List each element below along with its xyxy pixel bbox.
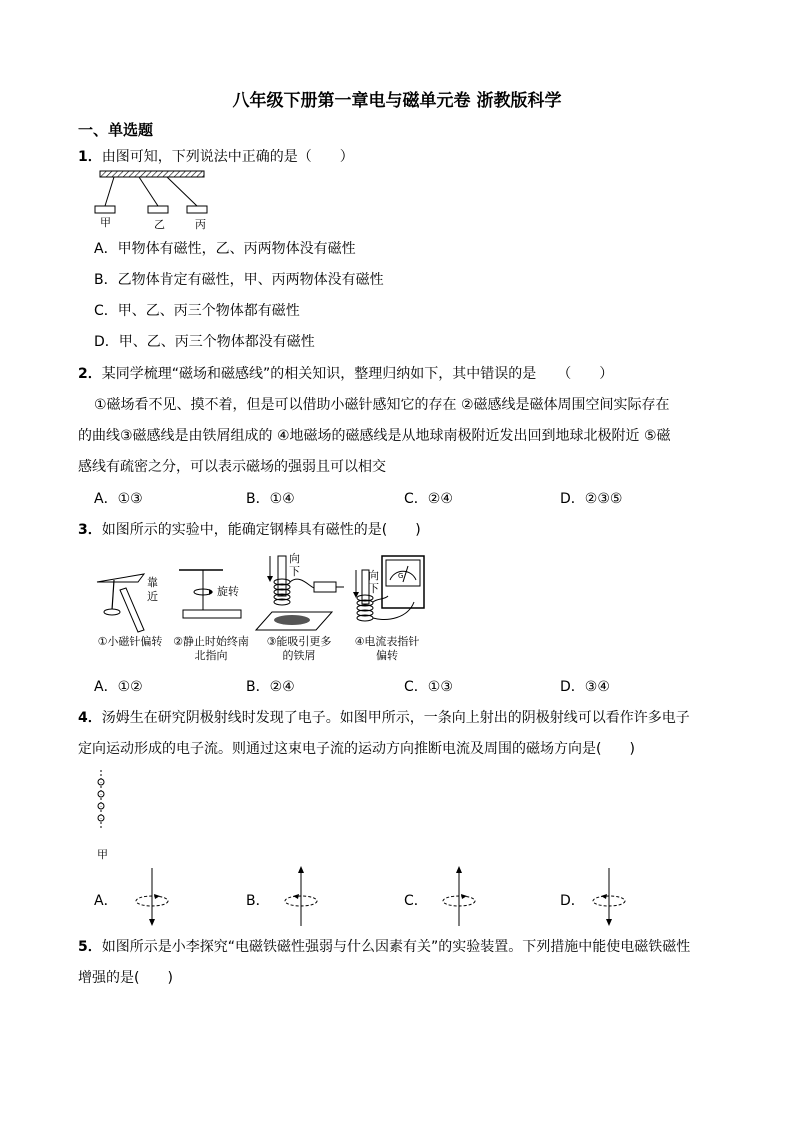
q4-figure-label: 甲: [97, 848, 108, 861]
q4-option-b-diagram: [282, 864, 320, 928]
q4-figure-electron-beam: [92, 768, 112, 832]
fig-text-xiang2: 向: [368, 569, 379, 582]
question-number: 5．: [78, 939, 102, 955]
string-bing: [167, 177, 197, 206]
question-text-line-1: 如图所示是小李探究“电磁铁磁性强弱与什么因素有关”的实验装置。下列措施中能使电磁铁磁性: [101, 939, 691, 955]
q4-option-a-diagram: [133, 864, 171, 928]
q4-option-a-label: A．: [94, 893, 118, 909]
q1-option-d: D．甲、乙、丙三个物体都没有磁性: [94, 334, 315, 350]
fig-text-kao: 靠: [147, 576, 158, 589]
question-4-line-2: 定向运动形成的电子流。则通过这束电子流的运动方向推断电流及周围的磁场方向是( ): [78, 741, 635, 757]
q4-option-c-diagram: [440, 864, 478, 928]
svg-text:-: -: [100, 792, 102, 798]
svg-text:-: -: [100, 780, 102, 786]
q3-caption-1: ①小磁针偏转: [97, 635, 163, 648]
q2-option-c: C．②④: [404, 491, 453, 507]
question-text: 某同学梳理“磁场和磁感线”的相关知识，整理归纳如下，其中错误的是 （ ）: [101, 366, 614, 382]
string-yi: [139, 177, 158, 206]
question-4: [78, 707, 690, 727]
q2-statement-line-2: 的曲线③磁感线是由铁屑组成的 ④地磁场的磁感线是从地球南极附近发出回到地球北极附近 ⑤磁: [78, 428, 671, 444]
question-5: [78, 936, 690, 956]
question-text-line-1: 汤姆生在研究阴极射线时发现了电子。如图甲所示，一条向上射出的阴极射线可以看作许多电子: [101, 710, 690, 726]
q4-option-d-label: D．: [560, 893, 585, 909]
q2-statement-line-3: 感线有疏密之分，可以表示磁场的强弱且可以相交: [78, 459, 386, 475]
q4-option-d-diagram: [590, 864, 628, 928]
svg-text:G: G: [398, 572, 404, 580]
question-2: [78, 363, 613, 383]
q2-option-a: A．①③: [94, 491, 143, 507]
question-5-line-2: 增强的是( ): [78, 970, 173, 986]
ceiling-beam: [100, 171, 204, 177]
fig-text-xia1: 下: [289, 565, 300, 578]
q3-figure-coil-filings: [252, 552, 352, 634]
page-title: 八年级下册第一章电与磁单元卷 浙教版科学: [232, 91, 562, 111]
q4-option-c-label: C．: [404, 893, 428, 909]
q3-figure-ammeter: [348, 552, 428, 632]
q1-option-b: B．乙物体肯定有磁性，甲、丙两物体没有磁性: [94, 272, 384, 288]
q3-option-c: C．①③: [404, 679, 453, 695]
fig-text-xiang1: 向: [289, 552, 300, 565]
q2-option-d: D．②③⑤: [560, 491, 623, 507]
q4-option-b-label: B．: [246, 893, 270, 909]
q1-option-c: C．甲、乙、丙三个物体都有磁性: [94, 303, 300, 319]
q3-option-b: B．②④: [246, 679, 295, 695]
fig-text-jin: 近: [147, 590, 158, 603]
question-1: [78, 146, 354, 166]
object-yi: [148, 206, 168, 213]
fig-text-xia2: 下: [368, 582, 379, 595]
question-number: 2．: [78, 366, 102, 382]
question-number: 1．: [78, 149, 102, 165]
q3-caption-3: ③能吸引更多的铁屑: [266, 635, 332, 662]
fig-text-xuanzhuan: 旋转: [217, 585, 239, 598]
svg-text:-: -: [100, 816, 102, 822]
label-bing: 丙: [195, 218, 206, 231]
q3-caption-4: ④电流表指针偏转: [354, 635, 420, 662]
question-number: 3．: [78, 522, 102, 538]
section-heading: 一、单选题: [78, 121, 154, 139]
q1-option-a: A．甲物体有磁性，乙、丙两物体没有磁性: [94, 241, 356, 257]
svg-text:-: -: [100, 804, 102, 810]
label-yi: 乙: [154, 218, 165, 231]
q2-option-b: B．①④: [246, 491, 295, 507]
object-bing: [187, 206, 207, 213]
label-jia: 甲: [100, 216, 111, 229]
q3-caption-2: ②静止时始终南北指向: [173, 635, 249, 662]
question-3: [78, 519, 421, 539]
question-text: 由图可知，下列说法中正确的是（ ）: [101, 149, 354, 165]
string-jia: [105, 177, 114, 206]
object-jia: [95, 206, 115, 213]
q3-option-d: D．③④: [560, 679, 610, 695]
question-number: 4．: [78, 710, 102, 726]
q3-option-a: A．①②: [94, 679, 143, 695]
question-text: 如图所示的实验中，能确定钢棒具有磁性的是( ): [101, 522, 421, 538]
q2-statement-line-1: ①磁场看不见、摸不着，但是可以借助小磁针感知它的存在 ②磁感线是磁体周围空间实际存在: [94, 397, 670, 413]
